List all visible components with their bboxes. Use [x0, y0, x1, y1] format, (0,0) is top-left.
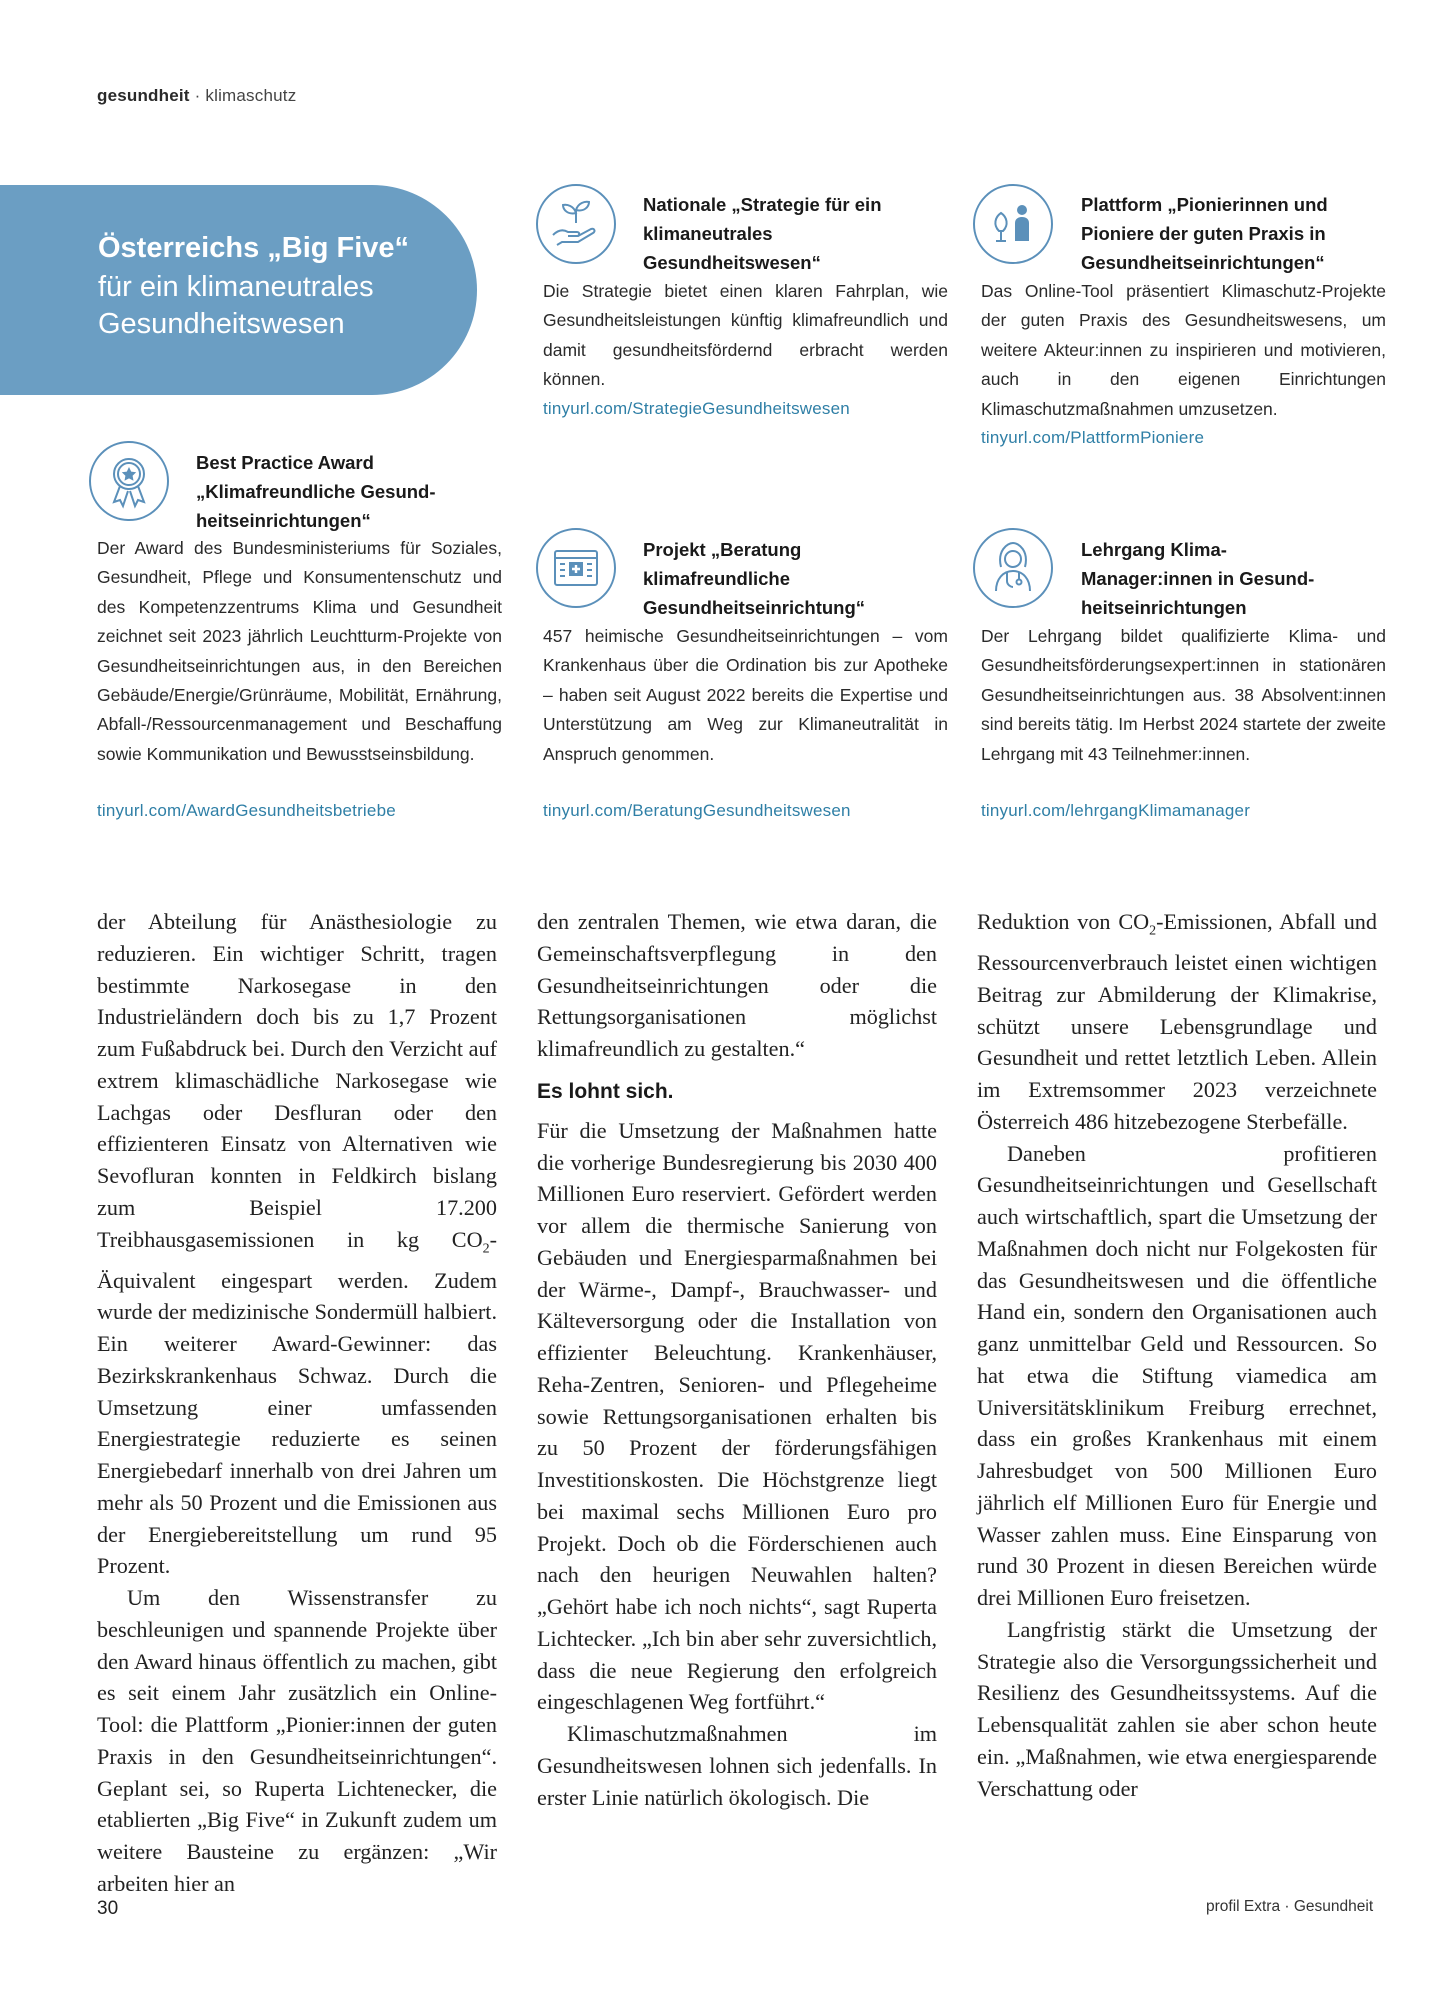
award-body: Der Award des Bundesministeriums für Soziales, Gesundheit, Pflege und Konsumentenschutz und des Kompetenzzentrums Klima und Gesundheit zeichnet seit 2023 jährlich Leuchtturm-Projekte von Gesundheitseinrichtungen aus, in den Bereichen Gebäude/Energie/Grünräume, Mobilität, Ernährung, Abfall-/Ressourcenmanagement und Beschaffung sowie Kommunikation und Bewusstseinsbildung.	[97, 538, 502, 764]
strategie-title: Nationale „Strategie für ein klimaneutrales Gesundheitswesen“	[643, 194, 882, 273]
doctor-icon	[972, 527, 1054, 609]
plattform-body: Das Online-Tool präsentiert Klimaschutz-Projekte der guten Praxis des Gesundheitswesens, um weitere Akteur:innen zu inspirieren und motivieren, auch in den eigenen Einrichtungen Klimaschutzmaßnahmen umzusetzen.	[981, 281, 1386, 419]
beratung-body: 457 heimische Gesundheitseinrichtungen – vom Krankenhaus über die Ordination bis zur Apotheke – haben seit August 2022 bereits die Expertise und Unterstützung am Weg zur Klimaneutralität in Anspruch genommen.	[543, 626, 948, 764]
col2-paragraph-3: Klimaschutzmaßnahmen im Gesundheitswesen lohnen sich jedenfalls. In erster Linie natürlich ökologisch. Die	[537, 1721, 937, 1810]
strategie-link[interactable]: tinyurl.com/StrategieGesundheitswesen	[543, 399, 850, 418]
hand-plant-icon	[535, 183, 617, 265]
col3-paragraph-1-text-b: -Emissionen, Abfall und Ressourcenverbrauch leistet einen wichtigen Beitrag zur Abmilderung der Klimakrise, schützt unsere Lebensgrundlage und Gesundheit und rettet letztlich Leben. Allein im Extremsommer 2023 verzeichnete Österreich 486 hitzebezogene Sterbefälle.	[977, 909, 1377, 1134]
beratung-link[interactable]: tinyurl.com/BeratungGesundheitswesen	[543, 801, 851, 820]
award-medal-icon	[88, 440, 170, 522]
lehrgang-link[interactable]: tinyurl.com/lehrgangKlimamanager	[981, 801, 1251, 820]
award-link[interactable]: tinyurl.com/AwardGesundheitsbetriebe	[97, 801, 396, 820]
plattform-link[interactable]: tinyurl.com/PlattformPioniere	[981, 428, 1205, 447]
award-title: Best Practice Award „Klimafreundliche Gesund-heitseinrichtungen“	[196, 452, 436, 531]
title-line-regular: für ein klimaneutrales Gesundheitswesen	[98, 271, 374, 340]
col2-paragraph-1: den zentralen Themen, wie etwa daran, die Gemeinschaftsverpflegung in den Gesundheitseinrichtungen oder die Rettungsorganisationen möglichst klimafreundlich zu gestalten.“	[537, 909, 937, 1061]
article-column-2	[537, 906, 937, 1813]
article-column-3	[977, 906, 1377, 1804]
col3-paragraph-1-text-a: Reduktion von CO	[977, 909, 1150, 934]
pioneers-icon	[972, 183, 1054, 265]
beratung-title: Projekt „Beratung klimafreundliche Gesundheitseinrichtung“	[643, 539, 866, 618]
title-line-bold: Österreichs „Big Five“	[98, 232, 410, 264]
col3-paragraph-2: Daneben profitieren Gesundheitseinrichtungen und Gesellschaft auch wirtschaftlich, spart die Umsetzung der Maßnahmen doch nicht nur Folgekosten für das Gesundheitswesen und die öffentliche Hand ein, sondern den Organisationen auch ganz unmittelbar Geld und Ressourcen. So hat etwa die Stiftung viamedica am Universitätsklinikum Freiburg errechnet, dass ein großes Krankenhaus mit einem Jahresbudget von 500 Millionen Euro jährlich elf Millionen Euro für Energie und Wasser zahlen muss. Eine Einsparung von rund 30 Prozent in diesen Bereichen würde drei Millionen Euro freisetzen.	[977, 1140, 1377, 1611]
section-label: gesundheit	[97, 86, 190, 105]
title-banner	[0, 185, 477, 395]
col1-paragraph-2: Um den Wissenstransfer zu beschleunigen und spannende Projekte über den Award hinaus öffentlich zu machen, gibt es seit einem Jahr zusätzlich ein Online-Tool: die Plattform „Pionier:innen der guten Praxis in den Gesundheitseinrichtungen“. Geplant sei, so Ruperta Lichtenecker, die etablierten „Big Five“ in Zukunft zudem um weitere Bausteine zu ergänzen: „Wir arbeiten hier an	[97, 1585, 497, 1896]
article-column-1	[97, 906, 497, 1900]
col1-paragraph-1	[97, 906, 497, 1582]
col1-paragraph-1-text-a: der Abteilung für Anästhesiologie zu reduzieren. Ein wichtiger Schritt, tragen bestimmte Narkosegase in den Industrieländern doch bis zu 1,7 Prozent zum Fußabdruck bei. Durch den Verzicht auf extrem klimaschädliche Narkosegase wie Lachgas oder Desfluran oder den effizienteren Einsatz von Alternativen wie Sevofluran konnten in Feldkirch bislang zum Beispiel 17.200 Treibhausgasemissionen in kg CO	[97, 909, 497, 1252]
strategie-body: Die Strategie bietet einen klaren Fahrplan, wie Gesundheitsleistungen künftig klimafreundlich und damit gesundheitsfördernd erbracht werden können.	[543, 281, 948, 390]
page-number: 30	[97, 1898, 119, 1919]
publication-footer: profil Extra · Gesundheit	[1206, 1898, 1374, 1915]
subsection-label: klimaschutz	[205, 86, 297, 105]
hospital-building-icon	[535, 527, 617, 609]
col3-paragraph-3: Langfristig stärkt die Umsetzung der Strategie also die Versorgungssicherheit und Resilienz des Gesundheitssystems. Auf die Lebensqualität zahlen sie aber schon heute ein. „Maßnahmen, wie etwa energiesparende Verschattung oder	[977, 1616, 1377, 1801]
lehrgang-title: Lehrgang Klima-Manager:innen in Gesund-heitseinrichtungen	[1081, 539, 1315, 618]
section-heading: Es lohnt sich.	[537, 1079, 674, 1103]
section-separator: ·	[189, 86, 206, 105]
co2-subscript: 2	[482, 1240, 490, 1256]
co2-subscript: 2	[1149, 923, 1157, 939]
lehrgang-body: Der Lehrgang bildet qualifizierte Klima- und Gesundheitsförderungsexpert:innen in stationären Gesundheitseinrichtungen aus. 38 Absolvent:innen sind bereits tätig. Im Herbst 2024 startete der zweite Lehrgang mit 43 Teilnehmer:innen.	[981, 626, 1386, 764]
plattform-title: Plattform „Pionierinnen und Pioniere der guten Praxis in Gesundheitseinrichtungen“	[1081, 194, 1328, 273]
col1-paragraph-1-text-b: -Äquivalent eingespart werden. Zudem wurde der medizinische Sondermüll halbiert. Ein weiterer Award-Gewinner: das Bezirkskrankenhaus Schwaz. Durch die Umsetzung einer umfassenden Energiestrategie reduzierte es seinen Energiebedarf innerhalb von drei Jahren um mehr als 50 Prozent und die Emissionen aus der Energiebereitstellung um rund 95 Prozent.	[97, 1226, 497, 1579]
col3-paragraph-1	[977, 906, 1377, 1138]
running-head	[97, 86, 296, 106]
col2-paragraph-2: Für die Umsetzung der Maßnahmen hatte die vorherige Bundesregierung bis 2030 400 Millionen Euro reserviert. Gefördert werden vor allem die thermische Sanierung von Gebäuden und Energiesparmaßnahmen bei der Wärme-, Dampf-, Brauchwasser- und Kälteversorgung oder die Installation von effizienter Beleuchtung. Krankenhäuser, Reha-Zentren, Senioren- und Pflegeheime sowie Rettungsorganisationen erhalten bis zu 50 Prozent der förderungsfähigen Investitionskosten. Die Höchstgrenze liegt bei maximal sechs Millionen Euro pro Projekt. Doch ob die Förderschienen auch nach den heurigen Neuwahlen halten? „Gehört habe ich noch nichts“, sagt Ruperta Lichtecker. „Ich bin aber sehr zuversichtlich, dass die neue Regierung den erfolgreich eingeschlagenen Weg fortführt.“	[537, 1117, 937, 1715]
